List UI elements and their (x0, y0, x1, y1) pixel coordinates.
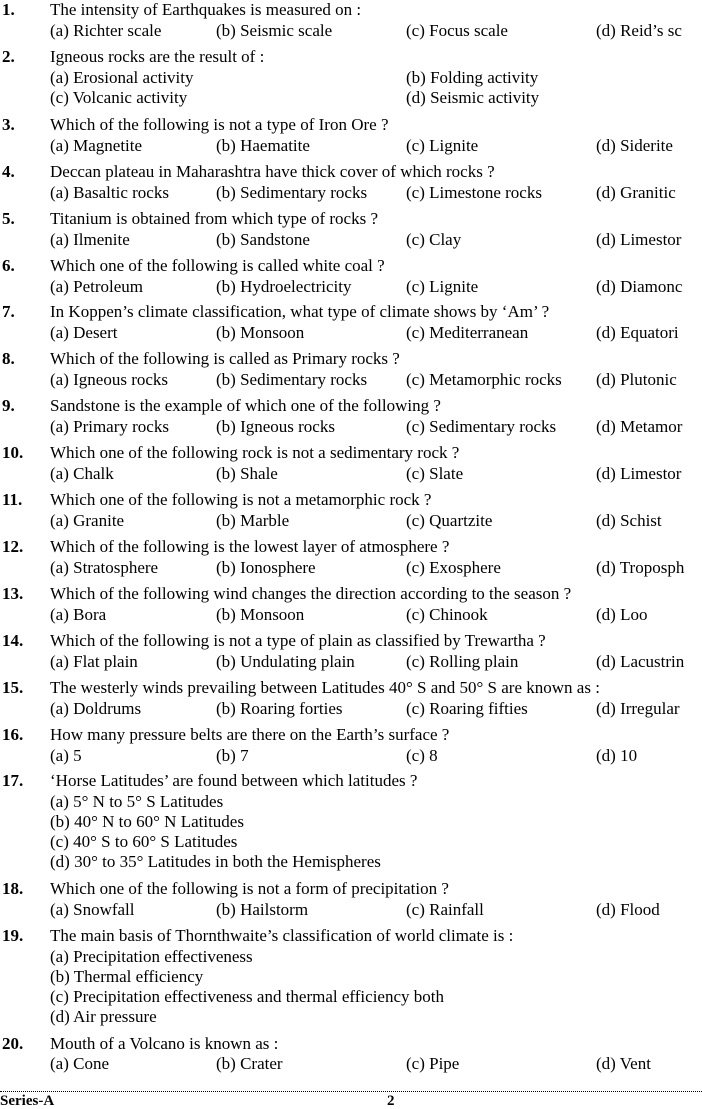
option-c: (c) Lignite (406, 277, 479, 296)
option-b: (b) Igneous rocks (216, 417, 335, 436)
question-number: 8. (2, 349, 15, 368)
option-a: (a) Igneous rocks (50, 370, 169, 389)
option-d: (d) Lacustrin (596, 652, 685, 671)
option-b: (b) Crater (216, 1054, 283, 1073)
question-number: 2. (2, 47, 15, 66)
option-b: (b) Seismic scale (216, 21, 333, 40)
option-a: (a) Precipitation effectiveness (50, 947, 253, 966)
option-a: (a) Snowfall (50, 900, 135, 919)
question-text: Which of the following wind changes the direction according to the season ? (50, 584, 572, 603)
question-number: 3. (2, 115, 15, 134)
question-number: 4. (2, 162, 15, 181)
question-number: 19. (2, 926, 24, 945)
option-d: (d) Flood (596, 900, 660, 919)
question-number: 10. (2, 443, 24, 462)
question-number: 16. (2, 725, 24, 744)
question-text: Which of the following is called as Primary rocks ? (50, 349, 400, 368)
option-b: (b) Ionosphere (216, 558, 316, 577)
option-b: (b) Sedimentary rocks (216, 183, 368, 202)
option-d: (d) Limestor (596, 230, 682, 249)
option-c: (c) Clay (406, 230, 462, 249)
option-c: (c) Focus scale (406, 21, 508, 40)
option-a: (a) Ilmenite (50, 230, 130, 249)
option-d: (d) 10 (596, 746, 638, 765)
option-c: (c) Rolling plain (406, 652, 519, 671)
question-text: The main basis of Thornthwaite’s classification of world climate is : (50, 926, 514, 945)
footer-divider (0, 1091, 702, 1092)
option-c: (c) Lignite (406, 136, 479, 155)
option-b: (b) Hydroelectricity (216, 277, 352, 296)
option-d: (d) Schist (596, 511, 662, 530)
question-number: 17. (2, 771, 24, 790)
question-number: 7. (2, 302, 15, 321)
option-d: (d) Air pressure (50, 1007, 157, 1026)
option-c: (c) Chinook (406, 605, 488, 624)
question-text: Which one of the following is not a form of precipitation ? (50, 879, 449, 898)
option-d: (d) Loo (596, 605, 648, 624)
option-b: (b) Shale (216, 464, 278, 483)
option-d: (d) Equatori (596, 323, 679, 342)
option-c: (c) Sedimentary rocks (406, 417, 557, 436)
option-b: (b) Sedimentary rocks (216, 370, 368, 389)
option-c: (c) Volcanic activity (50, 88, 188, 107)
option-a: (a) Basaltic rocks (50, 183, 169, 202)
option-d: (d) Siderite (596, 136, 673, 155)
option-b: (b) Monsoon (216, 323, 305, 342)
question-number: 6. (2, 256, 15, 275)
option-c: (c) Pipe (406, 1054, 460, 1073)
option-d: (d) Diamonc (596, 277, 683, 296)
option-a: (a) 5° N to 5° S Latitudes (50, 792, 224, 811)
question-number: 13. (2, 584, 24, 603)
question-number: 11. (2, 490, 23, 509)
option-c: (c) Mediterranean (406, 323, 529, 342)
question-text: Which of the following is the lowest layer of atmosphere ? (50, 537, 450, 556)
question-text: ‘Horse Latitudes’ are found between which latitudes ? (50, 771, 418, 790)
option-d: (d) Troposph (596, 558, 685, 577)
option-b: (b) Monsoon (216, 605, 305, 624)
option-b: (b) 7 (216, 746, 249, 765)
question-text: Which one of the following is called white coal ? (50, 256, 385, 275)
option-c: (c) 8 (406, 746, 438, 765)
option-d: (d) 30° to 35° Latitudes in both the Hemispheres (50, 852, 381, 871)
option-c: (c) Roaring fifties (406, 699, 528, 718)
option-b: (b) Marble (216, 511, 290, 530)
option-a: (a) Petroleum (50, 277, 143, 296)
option-b: (b) Folding activity (406, 68, 539, 87)
question-text: The westerly winds prevailing between Latitudes 40° S and 50° S are known as : (50, 678, 600, 697)
question-text: Sandstone is the example of which one of the following ? (50, 396, 441, 415)
question-number: 18. (2, 879, 24, 898)
option-a: (a) Primary rocks (50, 417, 169, 436)
question-text: Which one of the following is not a metamorphic rock ? (50, 490, 432, 509)
question-text: Deccan plateau in Maharashtra have thick cover of which rocks ? (50, 162, 495, 181)
option-a: (a) Doldrums (50, 699, 142, 718)
option-c: (c) Limestone rocks (406, 183, 542, 202)
option-c: (c) Slate (406, 464, 464, 483)
question-text: How many pressure belts are there on the Earth’s surface ? (50, 725, 450, 744)
option-a: (a) 5 (50, 746, 82, 765)
question-number: 9. (2, 396, 15, 415)
option-a: (a) Richter scale (50, 21, 162, 40)
question-text: Mouth of a Volcano is known as : (50, 1034, 279, 1053)
option-c: (c) Precipitation effectiveness and thermal efficiency both (50, 987, 444, 1006)
option-d: (d) Metamor (596, 417, 683, 436)
option-b: (b) 40° N to 60° N Latitudes (50, 812, 244, 831)
option-b: (b) Undulating plain (216, 652, 355, 671)
question-text: Igneous rocks are the result of : (50, 47, 265, 66)
option-d: (d) Limestor (596, 464, 682, 483)
question-text: Which of the following is not a type of Iron Ore ? (50, 115, 389, 134)
option-c: (c) Quartzite (406, 511, 493, 530)
option-b: (b) Hailstorm (216, 900, 309, 919)
page-number: 2 (387, 1093, 395, 1109)
question-text: Titanium is obtained from which type of rocks ? (50, 209, 378, 228)
option-d: (d) Irregular (596, 699, 680, 718)
option-a: (a) Stratosphere (50, 558, 159, 577)
option-b: (b) Roaring forties (216, 699, 343, 718)
question-number: 5. (2, 209, 15, 228)
question-text: The intensity of Earthquakes is measured on : (50, 0, 362, 19)
option-c: (c) Exosphere (406, 558, 501, 577)
option-a: (a) Desert (50, 323, 118, 342)
option-d: (d) Vent (596, 1054, 651, 1073)
option-b: (b) Sandstone (216, 230, 310, 249)
option-a: (a) Bora (50, 605, 107, 624)
question-text: Which one of the following rock is not a sedimentary rock ? (50, 443, 460, 462)
option-b: (b) Haematite (216, 136, 310, 155)
option-d: (d) Seismic activity (406, 88, 540, 107)
question-text: In Koppen’s climate classification, what type of climate shows by ‘Am’ ? (50, 302, 550, 321)
question-number: 1. (2, 0, 15, 19)
question-number: 12. (2, 537, 24, 556)
option-b: (b) Thermal efficiency (50, 967, 204, 986)
option-d: (d) Plutonic (596, 370, 677, 389)
option-c: (c) Rainfall (406, 900, 484, 919)
question-text: Which of the following is not a type of plain as classified by Trewartha ? (50, 631, 546, 650)
question-number: 15. (2, 678, 24, 697)
option-a: (a) Flat plain (50, 652, 138, 671)
option-a: (a) Cone (50, 1054, 110, 1073)
option-d: (d) Granitic (596, 183, 676, 202)
option-d: (d) Reid’s sc (596, 21, 682, 40)
option-a: (a) Erosional activity (50, 68, 194, 87)
question-number: 20. (2, 1034, 24, 1053)
option-c: (c) Metamorphic rocks (406, 370, 562, 389)
question-number: 14. (2, 631, 24, 650)
option-a: (a) Chalk (50, 464, 114, 483)
option-c: (c) 40° S to 60° S Latitudes (50, 832, 238, 851)
option-a: (a) Granite (50, 511, 125, 530)
option-a: (a) Magnetite (50, 136, 143, 155)
series-label: Series-A (0, 1093, 55, 1109)
